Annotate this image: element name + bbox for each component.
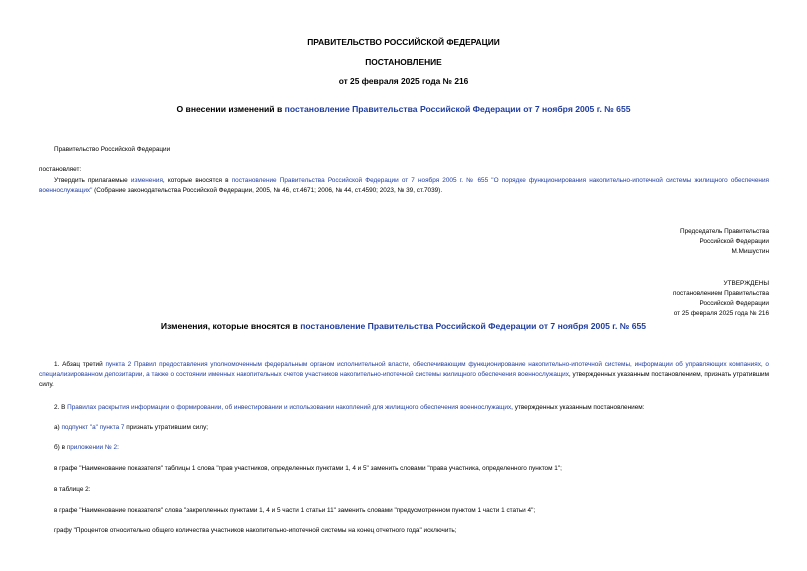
paragraph-1 [39,360,769,390]
approve-text-3: (Собрание законодательства Российской Федерации, 2005, № 46, ст.4671; 2006, № 44, ст.4590; 2023, № 39, ст.7039). [92,187,443,194]
approve-paragraph [39,176,769,196]
approval-country: Российской Федерации [699,300,769,307]
pa-link[interactable]: подпункт "а" пункта 7 [61,424,125,431]
approve-link-resolution[interactable]: постановление Правительства Российской Федерации от 7 ноября 2005 г. № 655 "О порядке функционирования накопительно-ипотечной системы жилищного обеспечения военнослужащих" [39,177,769,194]
document-title [0,104,807,114]
paragraph-table-2: в таблице 2: [54,486,91,493]
title-prefix: О внесении изменений в [176,104,285,114]
pa-text-1: а) [54,424,62,431]
p2-text-1: 2. В [54,404,68,411]
changes-title-link[interactable]: постановление Правительства Российской Федерации от 7 ноября 2005 г. № 655 [300,321,647,331]
p1-link-point[interactable]: пункта 2 [105,361,132,368]
signature-block [680,227,769,257]
p1-link-rules[interactable]: Правил предоставления уполномоченным федеральным органом исполнительной власти, обеспечивающим функционирование накопительно-ипотечной системы, информации об управляющих компаниях, о специализированном депозитарии, а также о состоянии именных накопительных счетов участников накопительно-ипотечной системы жилищного обеспечения военнослужащих [39,361,769,378]
signature-position: Председатель Правительства [680,228,769,235]
changes-title [0,321,807,331]
signature-name: М.Мишустин [731,248,769,255]
signature-country: Российской Федерации [699,238,769,245]
p1-text-3: , утвержденных указанным постановлением, признать утратившим силу. [39,371,769,388]
paragraph-table-1: в графе "Наименование показателя" таблицы 1 слова "прав участников, определенных пунктами 1, 4 и 5" заменить словами "права участника, определенного пунктом 1"; [54,465,562,472]
subparagraph-a [54,423,208,433]
approval-stamp [673,279,769,319]
paragraph-exclude-column: графу "Процентов относительно общего количества участников накопительно-ипотечной системы на конец отчетного года" исключить; [54,527,457,534]
pa-text-2: признать утратившим силу; [124,424,209,431]
title-link[interactable]: постановление Правительства Российской Федерации от 7 ноября 2005 г. № 655 [284,104,631,114]
paragraph-column-name: в графе "Наименование показателя" слова "закрепленных пунктами 1, 4 и 5 части 1 статьи 11" заменить словами "предусмотренном пунктом 1 части 1 статьи 4"; [54,507,536,514]
pb-text-2: : [117,444,119,451]
preamble-decision: постановляет: [39,166,82,173]
pb-link[interactable]: приложении № 2 [66,444,118,451]
p1-text-1: 1. Абзац третий [54,361,106,368]
approve-text-1: Утвердить прилагаемые [54,177,131,184]
p2-text-2: , утвержденных указанным постановлением: [511,404,645,411]
document-date-number: от 25 февраля 2025 года № 216 [338,76,469,86]
p2-link-rules[interactable]: Правилах раскрытия информации о формировании, об инвестировании и использовании накоплений для жилищного обеспечения военнослужащих [67,404,512,411]
approve-link-changes[interactable]: изменения [130,177,163,184]
approval-label: УТВЕРЖДЕНЫ [723,280,769,287]
approve-text-2: , которые вносятся в [162,177,232,184]
preamble-subject: Правительство Российской Федерации [54,146,171,153]
paragraph-2 [54,403,769,413]
pb-text-1: б) в [54,444,67,451]
approval-by: постановлением Правительства [673,290,769,297]
changes-title-prefix: Изменения, которые вносятся в [160,321,301,331]
subparagraph-b [54,443,119,453]
government-heading: ПРАВИТЕЛЬСТВО РОССИЙСКОЙ ФЕДЕРАЦИИ [307,37,500,47]
approval-date: от 25 февраля 2025 года № 216 [673,310,769,317]
document-type-heading: ПОСТАНОВЛЕНИЕ [365,57,442,67]
